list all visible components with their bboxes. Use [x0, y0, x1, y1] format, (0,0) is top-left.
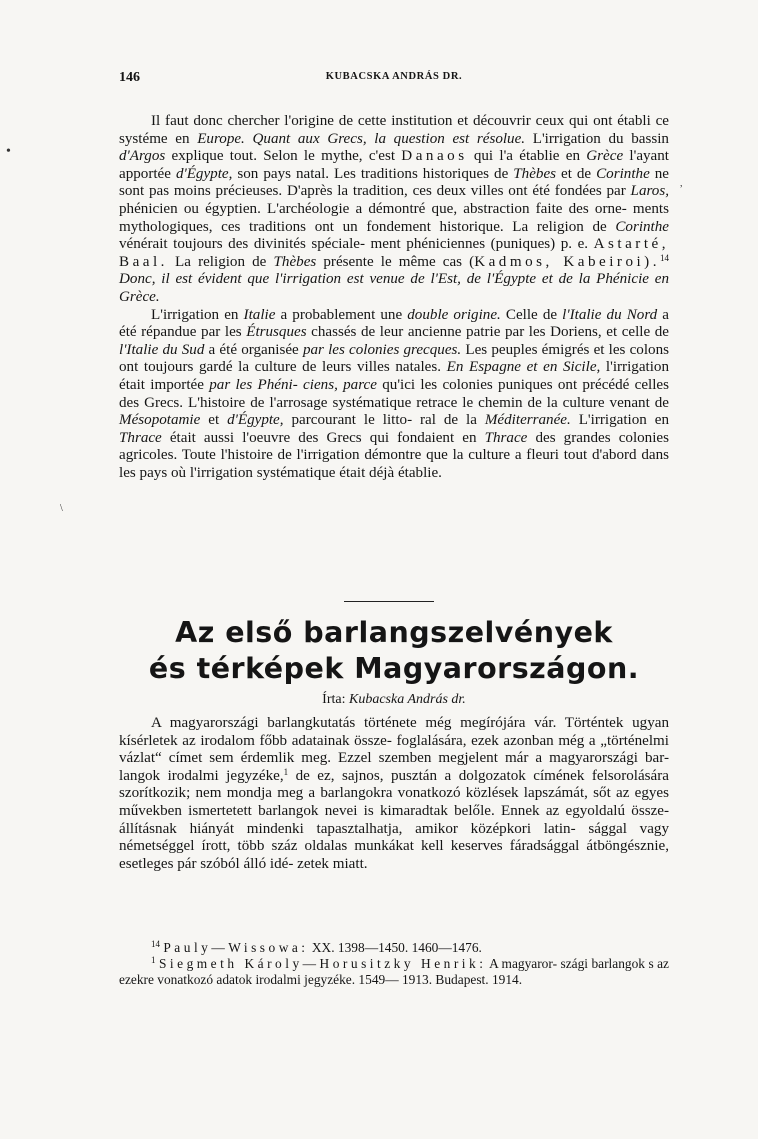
scan-speck: \ [60, 503, 63, 514]
paragraph-greece: Il faut donc chercher l'origine de cette institution et découvrir ceux qui ont établi ce systéme en Europe. Quant aux Grecs, la question est résolue. L'irrigation du bassin d'Argos explique tout. Selon le mythe, c'est Danaos qui l'a établie en Grèce l'ayant apportée d'Égypte, son pays natal. Les traditions historiques de Thèbes et de Corinthe ne sont pas moins précieuses. D'après la tradition, ces deux villes ont été fondées par Laros, phénicien ou égyptien. L'archéologie a démontré que, abstraction faite des orne- ments mythologiques, ces traditions ont un fondement historique. La religion de Corinthe vénérait toujours des divinités spéciale- ment phéniciennes (puniques) p. e. Astarté, Baal. La religion de Thèbes présente le même cas (Kadmos, Kabeiroi).$^{14}$ Donc, il est évident que l'irrigation est venue de l'Est, de l'Égypte et de la Phénicie en Grèce. [119, 113, 669, 305]
page-number: 146 [119, 70, 140, 85]
running-header [119, 70, 669, 88]
article-title-line1: Az első barlangszelvények [175, 616, 613, 649]
article-title-line2: és térképek Magyarországon. [148, 652, 640, 685]
paragraph-italy: L'irrigation en Italie a probablement une double origine. Celle de l'Italie du Nord a été répandue par les Étrusques chassés de leur ancienne patrie par les Doriens, et celle de l'Italie du Sud a été organisée par les colonies grecques. Les peuples émigrés et les colons ont toujours gardé la culture de leurs villes natales. En Espagne et en Sicile, l'irrigation était importée par les Phéni- ciens, parce qu'ici les colonies puniques ont précédé celles des Grecs. L'histoire de l'arrosage systématique retrace le chemin de la culture venant de Mésopotamie et d'Égypte, parcourant le litto- ral de la Méditerranée. L'irrigation en Thrace était aussi l'oeuvre des Grecs qui fondaient en Thrace des grandes colonies agricoles. Toute l'histoire de l'irrigation démontre que la culture a fleuri tout d'abord dans les pays où l'irrigation systématique était déjà établie. [119, 306, 670, 481]
byline: Írta: Kubacska András dr. [322, 692, 466, 707]
hungarian-section [119, 715, 669, 873]
running-title: KUBACSKA ANDRÁS DR. [325, 71, 463, 82]
scan-speck: • [6, 144, 11, 159]
footnote-14: $^{14}$ Pauly—Wissowa: XX. 1398—1450. 1460—1476. [151, 939, 482, 955]
footnote-ref: 1 [283, 766, 289, 777]
french-section [119, 113, 669, 482]
author-name: Kubacska András dr. [349, 692, 466, 707]
section-divider [344, 601, 434, 602]
footnote-1: $^1$ Siegmeth Károly—Horusitzky Henrik: A magyaror- szági barlangok s az ezekre vonatkozó adatok irodalmi jegyzéke. 1549— 1913. Budapest. 1914. [119, 955, 669, 987]
footnote-ref: 14 [660, 252, 669, 263]
paragraph-intro: A magyarországi barlangkutatás története még megírójára vár. Történtek ugyan kísérletek az irodalom főbb adatainak össze- foglalására, ezek azonban még a „történelmi vázlat“ címet sem érdemlik meg. Ezzel szemben megjelent már a magyarországi bar- langok irodalmi jegyzéke,$^1$ de ez, sajnos, pusztán a dolgozatok címének felsorolására szorítkozik; nem mondja meg a barlangokra vonatkozó közlések lapszámát, sőt az egyes művekben ismertetett barlangok nevei is kimaradtak belőle. Ennek az egyoldalú össze- állításnak hiányát mindenki tapasztalhatja, amikor középkori latin- sággal vagy németséggel írott, több száz oldalas munkákat kell keserves fáradsággal átböngésznie, esetleges pár szóból álló idé- zetek miatt. [119, 715, 669, 872]
footnotes [119, 940, 669, 988]
scan-speck: , [680, 178, 683, 189]
